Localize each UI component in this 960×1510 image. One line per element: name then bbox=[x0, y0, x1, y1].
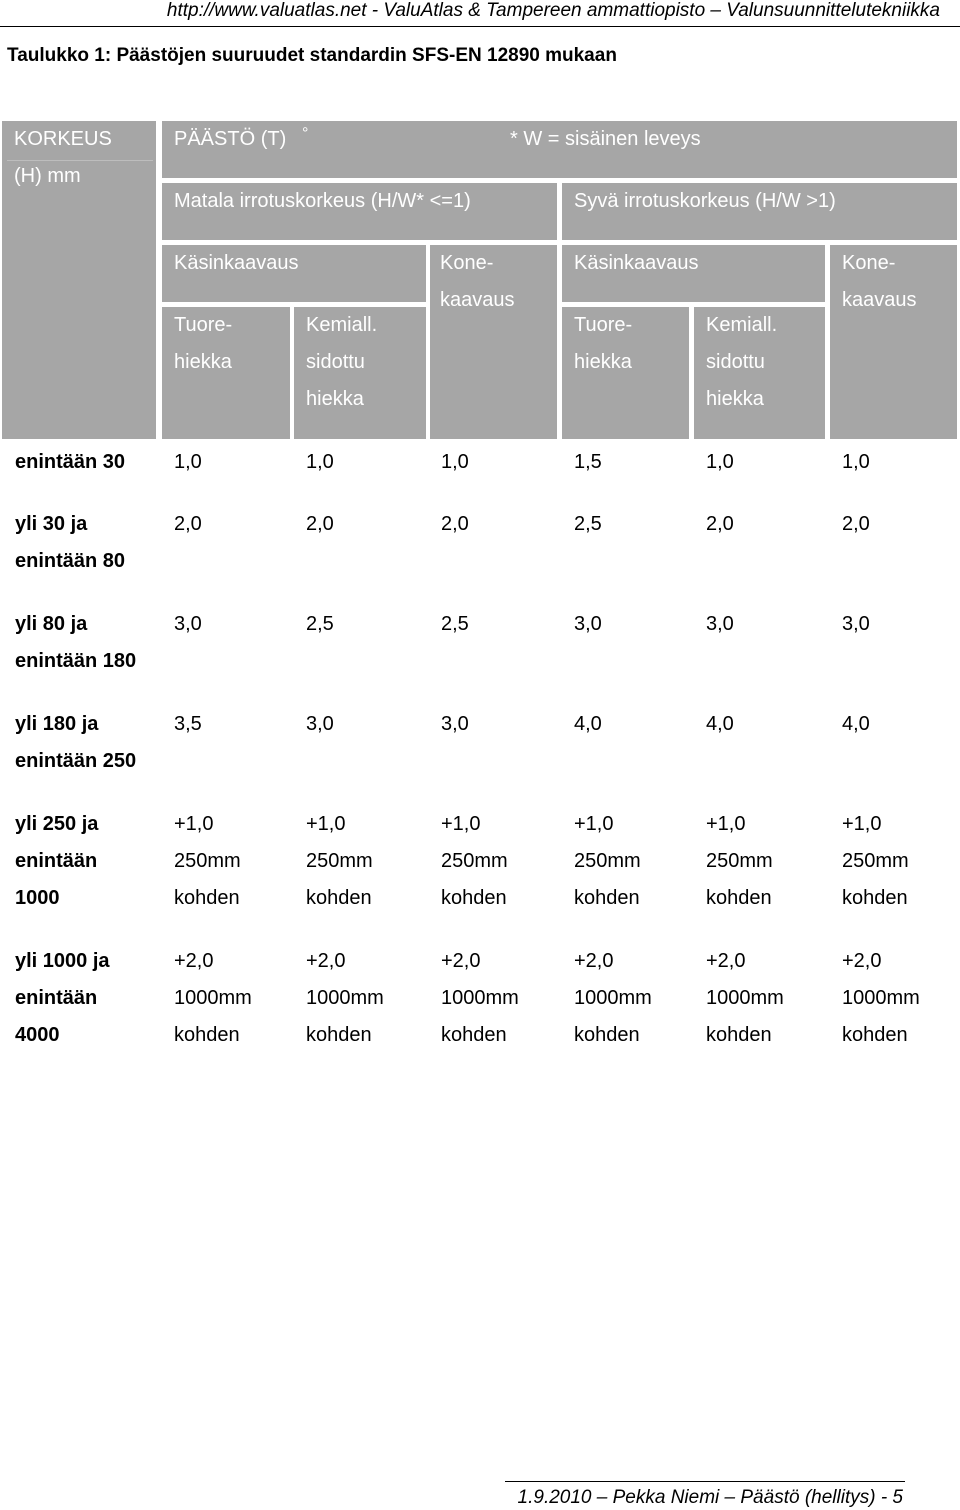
cell-line: kohden bbox=[441, 1024, 507, 1046]
row-height-line: yli 30 ja bbox=[15, 513, 88, 535]
cell-line: 3,0 bbox=[706, 613, 734, 635]
table-cell bbox=[306, 606, 334, 643]
cell-line: 250mm bbox=[441, 850, 508, 872]
cell-line: kohden bbox=[574, 887, 640, 909]
table-cell bbox=[842, 506, 870, 543]
cell-line: 1,5 bbox=[574, 451, 602, 473]
row-height-label bbox=[15, 606, 136, 680]
cell-line: 2,0 bbox=[706, 513, 734, 535]
table-cell bbox=[441, 806, 508, 917]
cell-line: kohden bbox=[574, 1024, 640, 1046]
header-divider bbox=[0, 26, 960, 27]
header-deep-depth: Syvä irrotuskorkeus (H/W >1) bbox=[574, 190, 836, 212]
table-cell bbox=[306, 444, 334, 481]
row-height-line: enintään 80 bbox=[15, 550, 126, 572]
header-kemiall-low-3: hiekka bbox=[306, 388, 364, 410]
cell-line: 1,0 bbox=[706, 451, 734, 473]
row-height-label bbox=[15, 943, 110, 1054]
table-cell bbox=[842, 943, 920, 1054]
cell-line: 1,0 bbox=[441, 451, 469, 473]
table-cell bbox=[574, 943, 652, 1054]
table-title: Taulukko 1: Päästöjen suuruudet standardin SFS-EN 12890 mukaan bbox=[7, 45, 617, 66]
header-kemiall-deep-3: hiekka bbox=[706, 388, 764, 410]
header-kone-low-2: kaavaus bbox=[440, 289, 515, 311]
cell-line: +1,0 bbox=[706, 813, 746, 835]
header-tuore-low-1: Tuore- bbox=[174, 314, 233, 336]
row-height-line: enintään 180 bbox=[15, 650, 137, 672]
cell-line: 250mm bbox=[706, 850, 773, 872]
page-footer: 1.9.2010 – Pekka Niemi – Päästö (hellitys) - 5 bbox=[517, 1487, 903, 1508]
table-cell bbox=[174, 444, 202, 481]
table-cell bbox=[306, 506, 334, 543]
table-cell bbox=[574, 706, 602, 743]
header-paasto: PÄÄSTÖ (T) bbox=[174, 128, 287, 150]
table-cell bbox=[306, 706, 334, 743]
header-kasin-low: Käsinkaavaus bbox=[174, 252, 299, 274]
header-kemiall-deep-1: Kemiall. bbox=[706, 314, 778, 336]
cell-line: 2,5 bbox=[441, 613, 469, 635]
header-korkeus: KORKEUS bbox=[14, 128, 112, 150]
cell-line: +1,0 bbox=[441, 813, 481, 835]
row-height-label bbox=[15, 806, 98, 917]
cell-line: 4,0 bbox=[706, 713, 734, 735]
header-korkeus-unit: (H) mm bbox=[14, 165, 81, 187]
table-cell bbox=[441, 943, 519, 1054]
cell-line: 250mm bbox=[574, 850, 641, 872]
row-height-line: 4000 bbox=[15, 1024, 60, 1046]
cell-line: +1,0 bbox=[574, 813, 614, 835]
table-cell bbox=[842, 606, 870, 643]
cell-line: 2,0 bbox=[441, 513, 469, 535]
cell-line: 4,0 bbox=[842, 713, 870, 735]
row-height-label bbox=[15, 706, 136, 780]
cell-line: kohden bbox=[706, 887, 772, 909]
cell-line: 1000mm bbox=[441, 987, 519, 1009]
header-korkeus-inner-line bbox=[7, 160, 153, 161]
row-height-line: enintään bbox=[15, 987, 98, 1009]
page-header-source: http://www.valuatlas.net - ValuAtlas & Tampereen ammattiopisto – Valunsuunnittelutekniikka bbox=[166, 0, 940, 21]
cell-line: 250mm bbox=[842, 850, 909, 872]
table-cell bbox=[174, 606, 202, 643]
cell-line: 1,0 bbox=[174, 451, 202, 473]
cell-line: +2,0 bbox=[706, 950, 746, 972]
header-kemiall-low-cell bbox=[294, 307, 426, 439]
cell-line: 3,5 bbox=[174, 713, 202, 735]
header-kone-deep-1: Kone- bbox=[842, 252, 896, 274]
header-kone-deep-2: kaavaus bbox=[842, 289, 917, 311]
header-kemiall-deep-cell bbox=[694, 307, 825, 439]
cell-line: 2,0 bbox=[174, 513, 202, 535]
header-deep-depth-cell bbox=[562, 183, 957, 240]
cell-line: +2,0 bbox=[174, 950, 214, 972]
cell-line: kohden bbox=[306, 1024, 372, 1046]
header-tuore-deep-2: hiekka bbox=[574, 351, 632, 373]
table-cell bbox=[174, 706, 202, 743]
table-cell bbox=[306, 806, 373, 917]
table-cell bbox=[174, 806, 241, 917]
header-kone-low-1: Kone- bbox=[440, 252, 494, 274]
table-cell bbox=[706, 806, 773, 917]
cell-line: kohden bbox=[842, 887, 908, 909]
cell-line: 3,0 bbox=[842, 613, 870, 635]
cell-line: kohden bbox=[174, 887, 240, 909]
footer-divider bbox=[505, 1481, 905, 1482]
header-low-depth-cell bbox=[162, 183, 557, 240]
row-height-line: enintään bbox=[15, 850, 98, 872]
cell-line: 1000mm bbox=[706, 987, 784, 1009]
table-cell bbox=[706, 444, 734, 481]
table-cell bbox=[706, 943, 784, 1054]
header-note: * W = sisäinen leveys bbox=[510, 128, 701, 150]
cell-line: 3,0 bbox=[441, 713, 469, 735]
row-height-label bbox=[15, 444, 125, 481]
cell-line: +2,0 bbox=[306, 950, 346, 972]
header-kasin-low-cell bbox=[162, 245, 426, 302]
table-cell bbox=[174, 943, 252, 1054]
table-cell bbox=[441, 506, 469, 543]
cell-line: +1,0 bbox=[174, 813, 214, 835]
cell-line: kohden bbox=[706, 1024, 772, 1046]
table-cell bbox=[174, 506, 202, 543]
table-cell bbox=[574, 506, 602, 543]
table-cell bbox=[842, 444, 870, 481]
header-paasto-cell bbox=[162, 121, 957, 178]
cell-line: 1,0 bbox=[306, 451, 334, 473]
cell-line: 1000mm bbox=[174, 987, 252, 1009]
cell-line: 3,0 bbox=[174, 613, 202, 635]
cell-line: 1000mm bbox=[306, 987, 384, 1009]
cell-line: 2,5 bbox=[574, 513, 602, 535]
header-kone-deep-cell bbox=[830, 245, 957, 439]
table-cell bbox=[441, 606, 469, 643]
cell-line: +2,0 bbox=[574, 950, 614, 972]
cell-line: 4,0 bbox=[574, 713, 602, 735]
cell-line: 250mm bbox=[174, 850, 241, 872]
cell-line: +1,0 bbox=[306, 813, 346, 835]
row-height-line: yli 250 ja bbox=[15, 813, 99, 835]
table-cell bbox=[842, 806, 909, 917]
header-tuore-low-cell bbox=[162, 307, 290, 439]
header-tuore-low-2: hiekka bbox=[174, 351, 232, 373]
row-height-line: yli 80 ja bbox=[15, 613, 88, 635]
header-low-depth: Matala irrotuskorkeus (H/W* <=1) bbox=[174, 190, 471, 212]
cell-line: 3,0 bbox=[574, 613, 602, 635]
row-height-line: yli 1000 ja bbox=[15, 950, 110, 972]
cell-line: +2,0 bbox=[842, 950, 882, 972]
cell-line: 1000mm bbox=[574, 987, 652, 1009]
cell-line: +1,0 bbox=[842, 813, 882, 835]
table-cell bbox=[706, 506, 734, 543]
cell-line: 1,0 bbox=[842, 451, 870, 473]
header-kasin-deep-cell bbox=[562, 245, 825, 302]
cell-line: 250mm bbox=[306, 850, 373, 872]
cell-line: kohden bbox=[842, 1024, 908, 1046]
cell-line: 3,0 bbox=[306, 713, 334, 735]
table-cell bbox=[706, 606, 734, 643]
header-tuore-deep-cell bbox=[562, 307, 689, 439]
cell-line: 2,0 bbox=[842, 513, 870, 535]
cell-line: kohden bbox=[174, 1024, 240, 1046]
table-cell bbox=[574, 806, 641, 917]
row-height-line: enintään 250 bbox=[15, 750, 137, 772]
header-tuore-deep-1: Tuore- bbox=[574, 314, 633, 336]
degree-mark: ° bbox=[302, 125, 309, 142]
header-kemiall-low-2: sidottu bbox=[306, 351, 365, 373]
table-cell bbox=[441, 706, 469, 743]
table-cell bbox=[842, 706, 870, 743]
cell-line: 2,0 bbox=[306, 513, 334, 535]
cell-line: 2,5 bbox=[306, 613, 334, 635]
row-height-label bbox=[15, 506, 125, 580]
header-kemiall-low-1: Kemiall. bbox=[306, 314, 378, 336]
row-height-line: enintään 30 bbox=[15, 451, 126, 473]
header-kone-low-cell bbox=[430, 245, 557, 439]
cell-line: 1000mm bbox=[842, 987, 920, 1009]
table-cell bbox=[706, 706, 734, 743]
header-kasin-deep: Käsinkaavaus bbox=[574, 252, 699, 274]
table-cell bbox=[306, 943, 384, 1054]
table-cell bbox=[574, 606, 602, 643]
table-cell bbox=[574, 444, 602, 481]
row-height-line: 1000 bbox=[15, 887, 60, 909]
header-kemiall-deep-2: sidottu bbox=[706, 351, 765, 373]
row-height-line: yli 180 ja bbox=[15, 713, 99, 735]
header-korkeus-cell bbox=[2, 121, 156, 439]
cell-line: kohden bbox=[441, 887, 507, 909]
cell-line: kohden bbox=[306, 887, 372, 909]
cell-line: +2,0 bbox=[441, 950, 481, 972]
table-cell bbox=[441, 444, 469, 481]
